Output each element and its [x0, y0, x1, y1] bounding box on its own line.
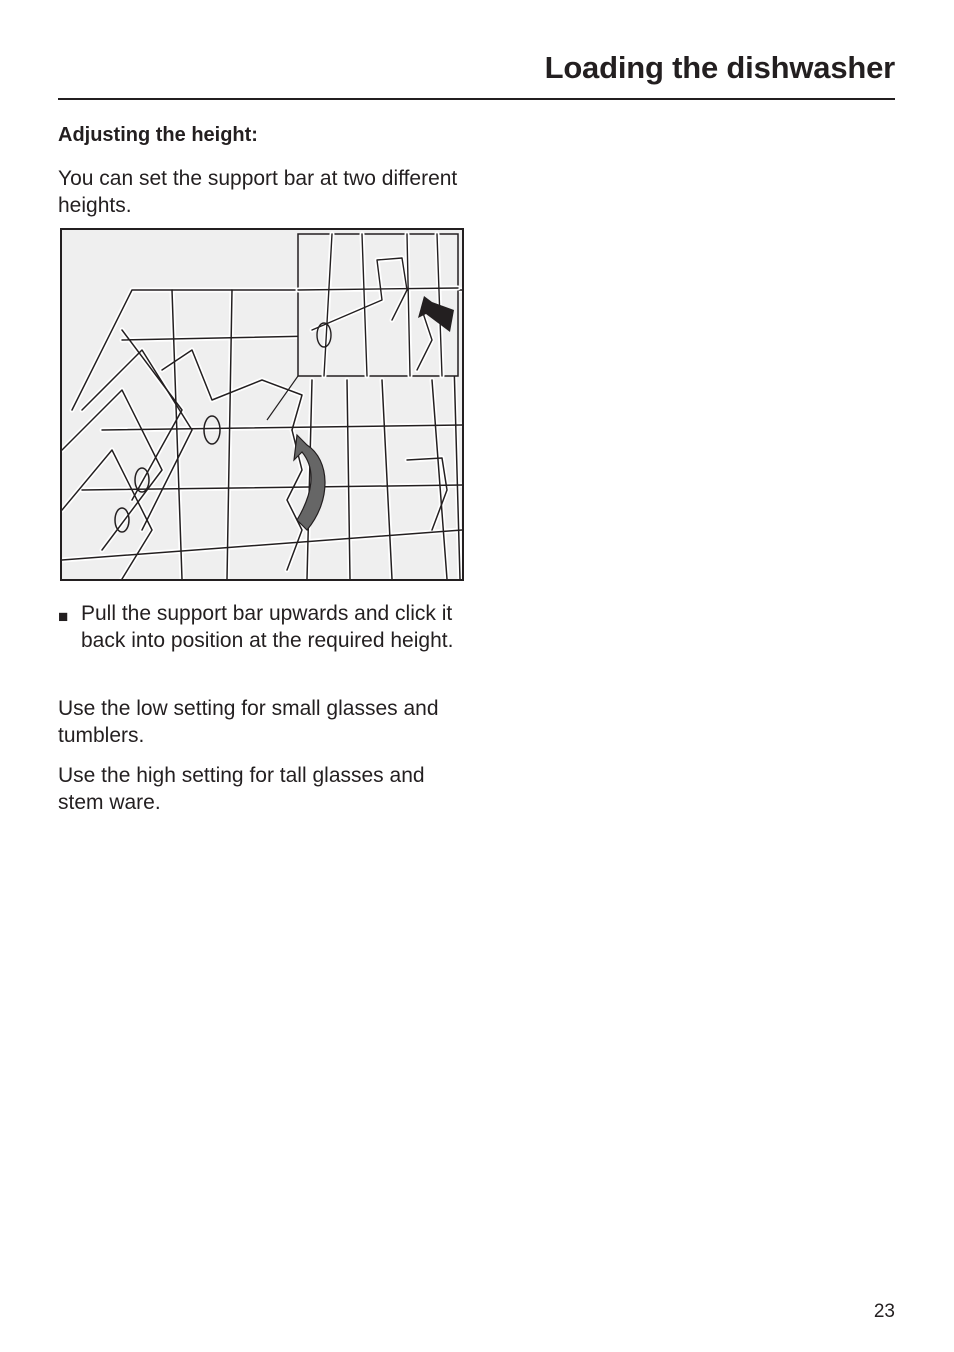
page-title: Loading the dishwasher [544, 50, 895, 85]
square-bullet-icon: ■ [58, 607, 69, 626]
section-heading: Adjusting the height: [58, 124, 258, 146]
page-number: 23 [873, 1301, 895, 1322]
instruction-step [58, 600, 468, 654]
intro-paragraph: You can set the support bar at two different heights. [58, 167, 458, 217]
note-high-setting: Use the high setting for tall glasses and stem ware. [58, 764, 425, 814]
header-divider [58, 98, 895, 100]
step-text: Pull the support bar upwards and click it back into position at the required height. [81, 602, 454, 652]
dishwasher-basket-drawing [62, 230, 462, 579]
note-low-setting: Use the low setting for small glasses and tumblers. [58, 697, 439, 747]
support-bar-illustration [60, 228, 464, 581]
